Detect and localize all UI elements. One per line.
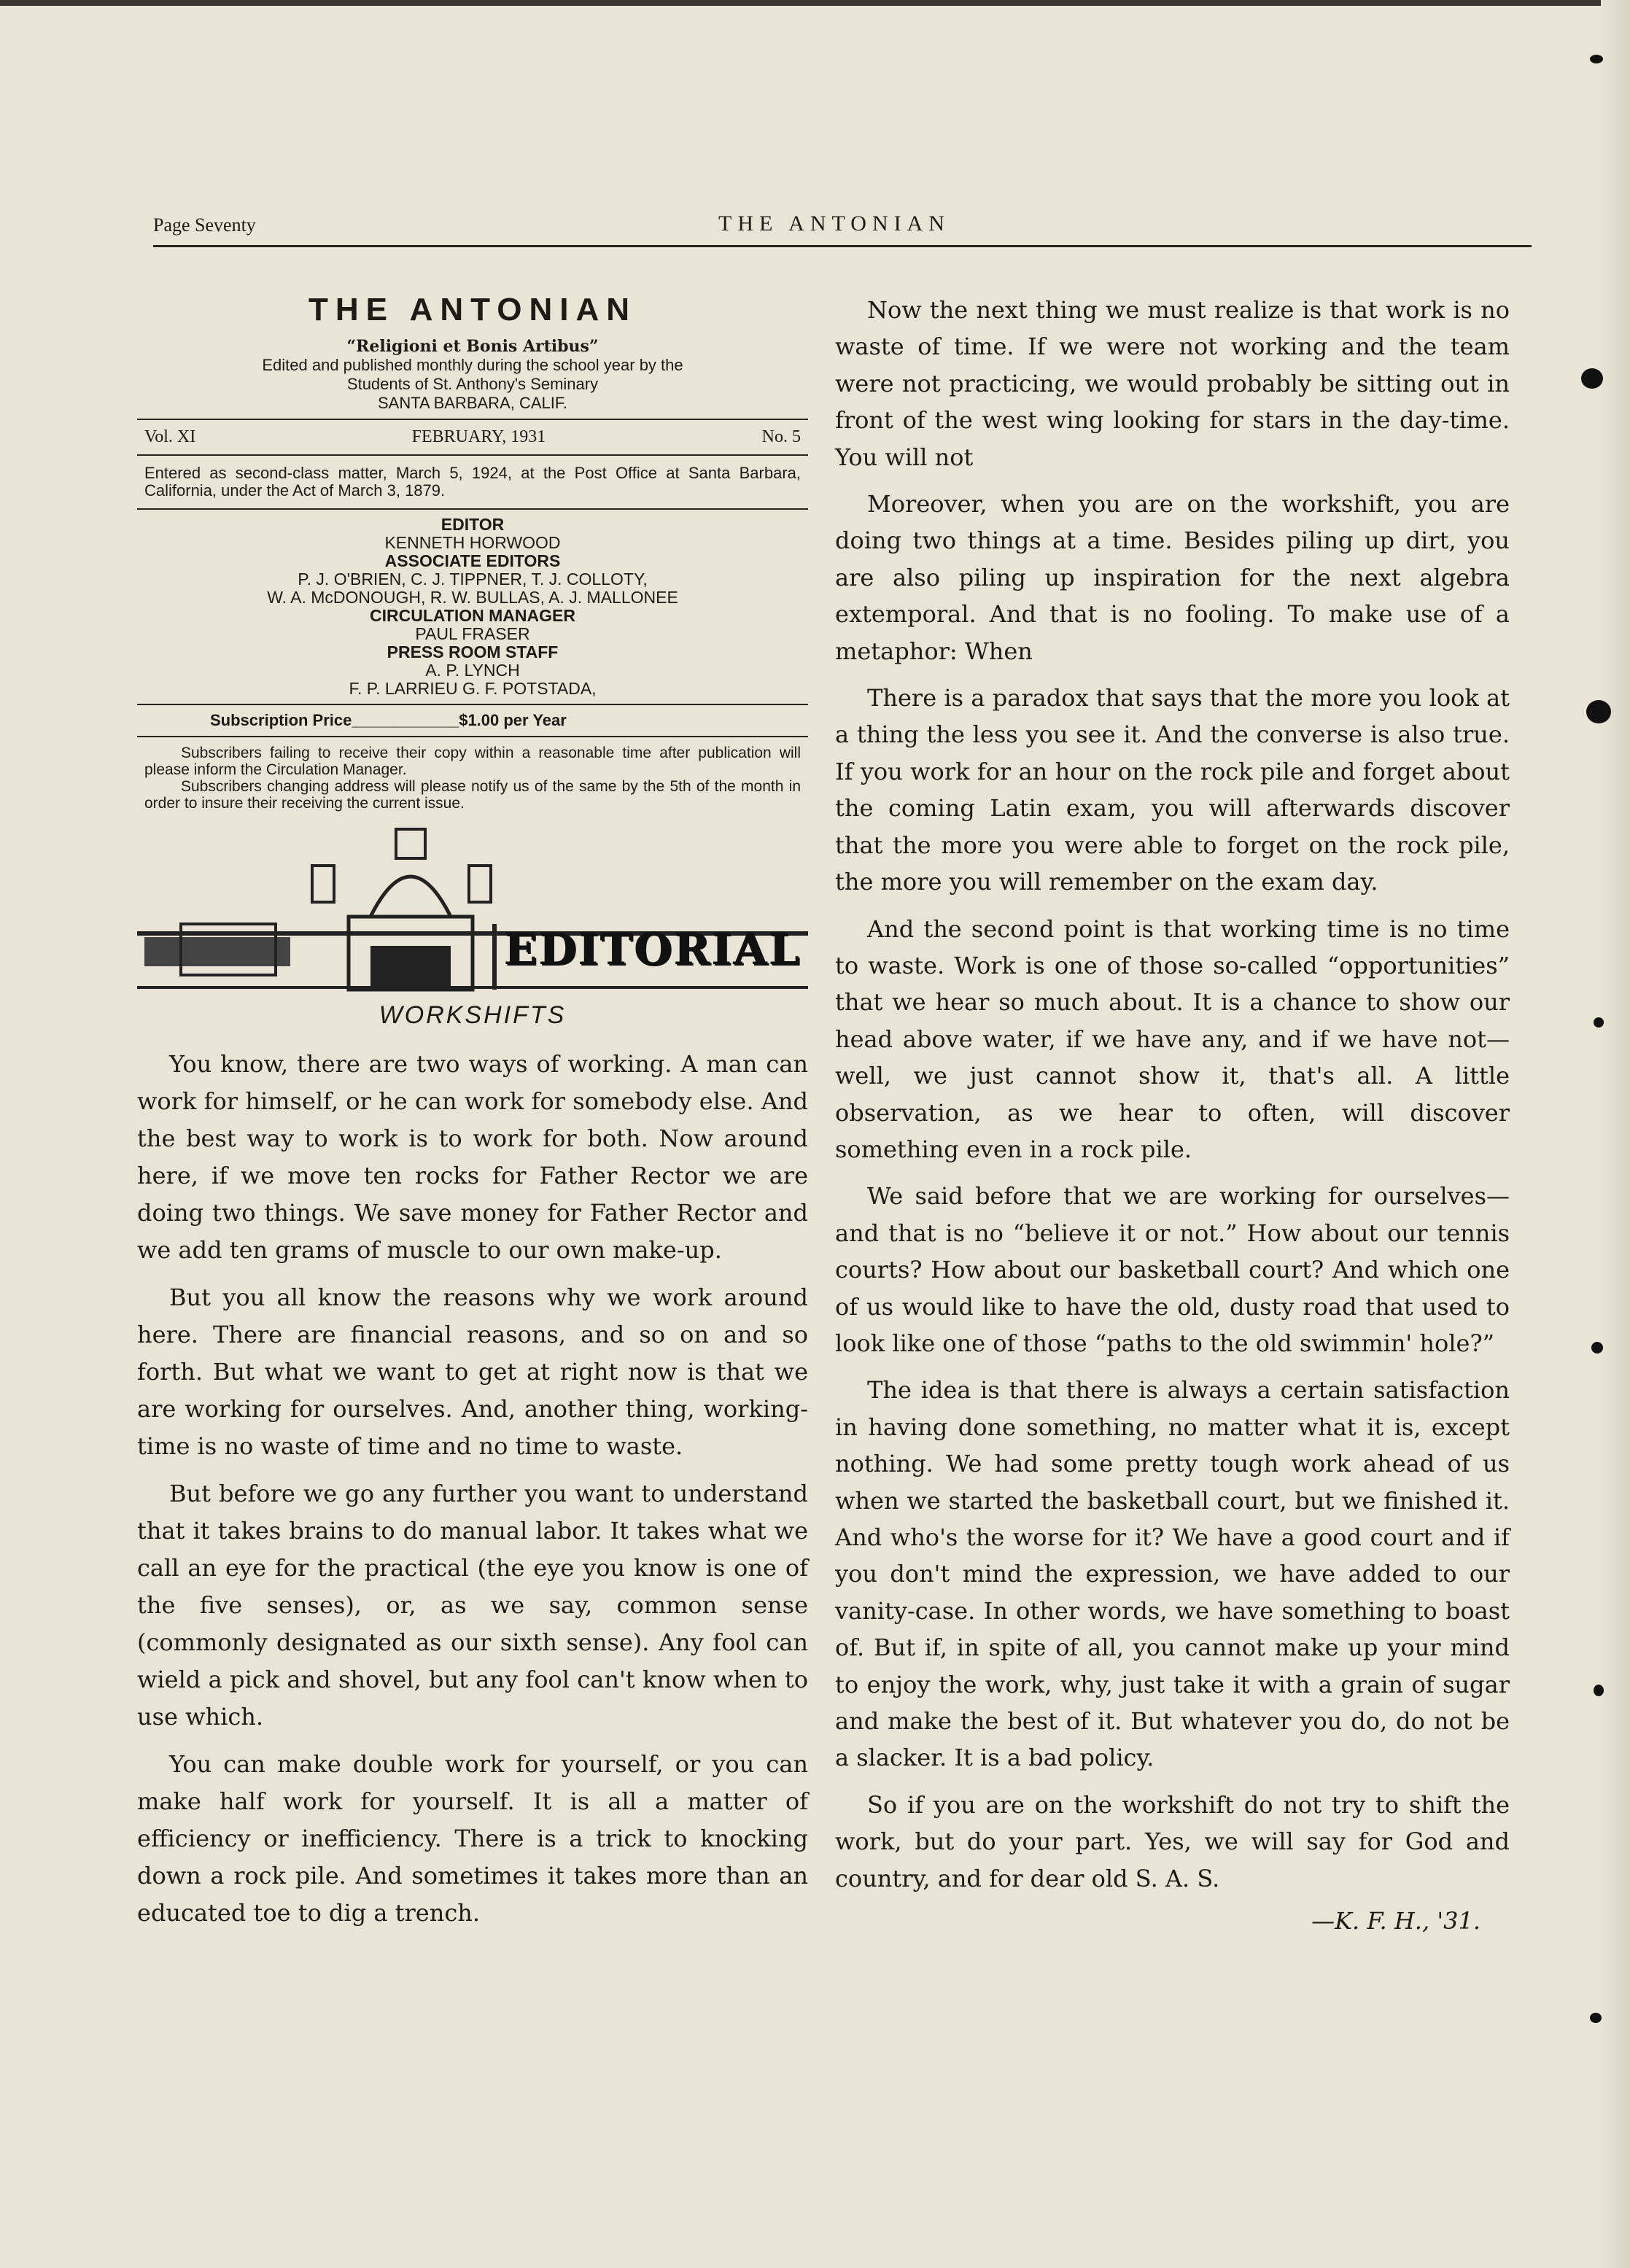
punch-hole-5 (1591, 1342, 1603, 1354)
publication-line-2: Students of St. Anthony's Seminary (346, 375, 599, 393)
entry-notice: Entered as second-class matter, March 5, 1924, at the Post Office at Santa Barbara, California, under the Act of March 3, 1879. (144, 464, 801, 500)
punch-hole-6 (1594, 1685, 1604, 1696)
press-room-line-1: A. P. LYNCH (425, 661, 520, 680)
circulation-heading: CIRCULATION MANAGER (370, 606, 575, 625)
article-paragraph: Now the next thing we must realize is that work is no waste of time. If we were not working and the team were not practicing, we would probably be sitting out in front of the west wing looking for stars in the day-time. You will not (835, 296, 1510, 471)
running-header (153, 211, 1532, 247)
article-paragraph: There is a paradox that says that the more you look at a thing the less you see it. And the converse is also true. If you work for an hour on the rock pile and forget about the coming Latin exam, you will afterwards discover that the more you were able to forget on the rock pile, the more you will remember on the exam day. (835, 684, 1510, 896)
issue-line (137, 426, 808, 448)
masthead-motto: “Religioni et Bonis Artibus” (346, 337, 599, 356)
author-signature: —K. F. H., '31. (1311, 1907, 1480, 1935)
page-right-edge (1601, 0, 1630, 2268)
subscription-note-1: Subscribers failing to receive their copy within a reasonable time after publication will please inform the Circulation Manager. (144, 745, 801, 778)
circulation-manager: PAUL FRASER (415, 624, 530, 643)
article-title: WORKSHIFTS (379, 1001, 567, 1029)
article-paragraph: You can make double work for yourself, or you can make half work for yourself. It is all a matter of efficiency or inefficiency. There is a trick to knocking down a rock pile. And sometimes it takes more than an educated toe to dig a trench. (137, 1750, 808, 1927)
staff-listing (137, 516, 808, 698)
issue-number: No. 5 (761, 427, 801, 446)
article-paragraph: Moreover, when you are on the workshift, you are doing two things at a time. Besides piling up dirt, you are also piling up inspiration for the next algebra extemporal. And that is no fooling. To make use of a metaphor: When (835, 490, 1510, 665)
article-paragraph: We said before that we are working for ourselves—and that is no “believe it or not.” How about our tennis courts? How about our basketball court? And which one of us would like to have the old, dusty road that used to look like one of those “paths to the old swimmin' hole?” (835, 1182, 1510, 1357)
divider (137, 736, 808, 737)
divider (137, 704, 808, 705)
punch-hole-4 (1594, 1017, 1604, 1028)
page-number-label: Page Seventy (153, 214, 256, 236)
article-paragraph: But before we go any further you want to understand that it takes brains to do manual labor. It takes what we call an eye for the practical (the eye you know is one of the five senses), or, as we say, common sense (commonly designated as our sixth sense). Any fool can wield a pick and shovel, but any fool can't know when to use which. (137, 1480, 808, 1731)
press-room-line-2: F. P. LARRIEU G. F. POTSTADA, (349, 679, 597, 698)
right-column (835, 292, 1510, 1935)
article-paragraph: You know, there are two ways of working. A man can work for himself, or he can work for somebody else. And the best way to work is to work for both. Now around here, if we move ten rocks for Father Rector we are doing two things. We save money for Father Rector and we add ten grams of muscle to our own make-up. (137, 1050, 808, 1264)
masthead-title: THE ANTONIAN (308, 292, 637, 327)
punch-hole-3 (1586, 700, 1611, 723)
article-right-body (835, 292, 1510, 1897)
divider (137, 454, 808, 456)
publication-line-1: Edited and published monthly during the school year by the (262, 356, 683, 374)
article-paragraph: And the second point is that working time is no time to waste. Work is one of those so-called “opportunities” that we hear so much about. It is a chance to show our head above water, if we have any, and if we have not—well, we just cannot show it, that's all. A little observation, as we hear to often, will discover something even in a rock pile. (835, 914, 1510, 1163)
punch-hole-7 (1590, 2013, 1602, 2023)
subscription-note-2: Subscribers changing address will please notify us of the same by the 5th of the month in order to insure their receiving the current issue. (144, 778, 801, 812)
article-paragraph: The idea is that there is always a certain satisfaction in having done something, no matter what it is, except nothing. We had some pretty tough work ahead of us when we started the basketball court, but we finished it. And who's the worse for it? We have a good court and if you don't mind the expression, we have added to our vanity-case. In other words, we have something to boast of. But if, in spite of all, you cannot make up your mind to enjoy the work, why, just take it with a grain of sugar and make the best of it. But whatever you do, do not be a slacker. It is a bad policy. (835, 1376, 1510, 1772)
editorial-banner (137, 822, 808, 997)
associate-editors-heading: ASSOCIATE EDITORS (384, 551, 561, 570)
article-paragraph: But you all know the reasons why we work around here. There are financial reasons, and so on and so forth. But what we want to get at right now is that we are working for ourselves. And, another thing, working-time is no waste of time and no time to waste. (137, 1283, 808, 1460)
volume-label: Vol. XI (144, 427, 196, 446)
page-top-edge (0, 0, 1630, 6)
editor-heading: EDITOR (441, 515, 505, 534)
issue-date: FEBRUARY, 1931 (411, 427, 546, 446)
article-left-body (137, 1046, 808, 1932)
subscription-notes (137, 743, 808, 813)
running-title: THE ANTONIAN (718, 211, 950, 236)
editorial-word: EDITORIAL (503, 924, 801, 975)
article-paragraph: So if you are on the workshift do not try to shift the work, but do your part. Yes, we will say for God and country, and for dear old S. A. S. (835, 1790, 1510, 1892)
associate-editors-line-1: P. J. O'BRIEN, C. J. TIPPNER, T. J. COLLOTY, (298, 570, 648, 589)
divider (137, 508, 808, 510)
punch-hole-2 (1581, 368, 1603, 389)
associate-editors-line-2: W. A. McDONOUGH, R. W. BULLAS, A. J. MALLONEE (267, 588, 678, 607)
left-column (137, 284, 808, 1942)
divider (137, 419, 808, 420)
publication-line-3: SANTA BARBARA, CALIF. (377, 394, 567, 412)
press-room-heading: PRESS ROOM STAFF (387, 642, 559, 661)
editor-name: KENNETH HORWOOD (384, 533, 561, 552)
subscription-price: Subscription Price____________$1.00 per Year (210, 711, 567, 729)
punch-hole-1 (1590, 55, 1603, 63)
